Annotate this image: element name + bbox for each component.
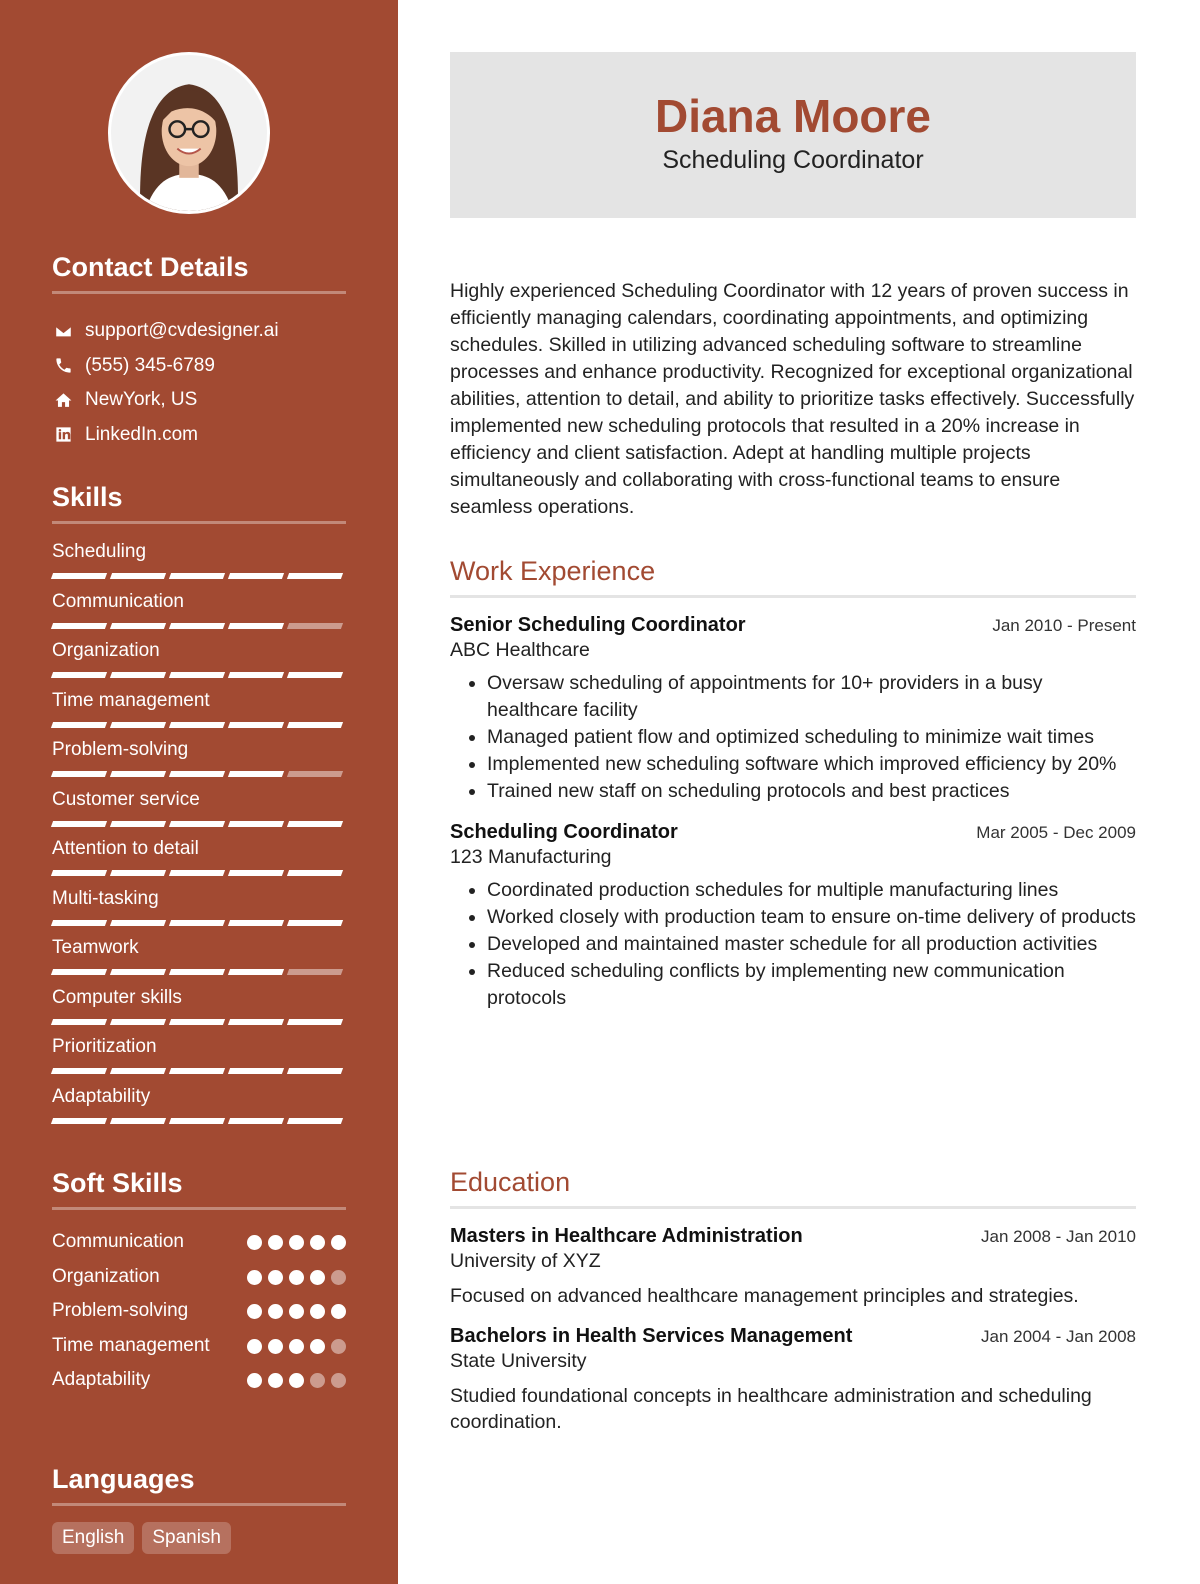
job-bullet: • Implemented new scheduling software which improved efficiency by 20% [487,751,1136,778]
skill-list [52,540,346,1134]
rating-dot [310,1235,325,1250]
skill-level-segment [110,1118,166,1124]
candidate-title: Scheduling Coordinator [662,146,924,174]
job-bullets [450,877,1136,1012]
skill-level-segment [51,969,107,975]
soft-skill-name: Adaptability [52,1369,151,1390]
skill-level-segment [169,1019,225,1025]
skill-level-segment [287,1118,343,1124]
skill-level-segment [110,969,166,975]
skill-item [52,936,346,986]
language-pill-english: English [52,1522,134,1554]
sidebar [0,0,398,1584]
name-header [450,52,1136,218]
skill-item [52,689,346,739]
skill-level-segment [228,920,284,926]
skill-level-segment [228,771,284,777]
skill-level-segment [110,771,166,777]
skill-level-segment [169,1118,225,1124]
skill-level-segment [51,920,107,926]
skill-level-segment [287,573,343,579]
rating-dot [268,1373,283,1388]
skill-name: Multi-tasking [52,887,159,909]
skill-level-segment [287,870,343,876]
degree-title: Masters in Healthcare Administration [450,1225,803,1247]
skill-level-segment [287,771,343,777]
rating-dot [268,1304,283,1319]
skill-name: Computer skills [52,986,182,1008]
skill-name: Organization [52,640,160,661]
skill-level-segment [228,1068,284,1074]
skill-name: Time management [52,689,210,711]
skill-level-segment [228,821,284,827]
degree-title: Bachelors in Health Services Management [450,1325,853,1347]
degree-dates: Jan 2008 - Jan 2010 [980,1227,1136,1246]
skill-level-bar [52,771,342,777]
skill-level-bar [52,1118,342,1124]
skill-level-segment [110,623,166,629]
soft-skill-item [52,1297,346,1332]
skill-level-segment [110,1068,166,1074]
skill-name: Prioritization [52,1036,157,1057]
avatar-illustration [111,55,267,211]
rating-dot [268,1235,283,1250]
rating-dot [268,1270,283,1285]
work-experience-heading: Work Experience [450,556,1136,598]
summary-section [450,278,1136,521]
rating-dot [289,1235,304,1250]
soft-skill-item [52,1228,346,1263]
school-name: University of XYZ [450,1250,601,1272]
job-bullet: • Trained new staff on scheduling protocols and best practices [487,778,1136,805]
job-title: Senior Scheduling Coordinator [450,614,746,636]
skill-level-segment [51,870,107,876]
skill-level-segment [51,722,107,728]
skill-level-segment [51,821,107,827]
skill-level-segment [169,722,225,728]
contact-heading: Contact Details [52,252,346,294]
skill-item [52,837,346,887]
job-bullet: • Reduced scheduling conflicts by implementing new communication protocols [487,958,1136,1012]
skill-item [52,1085,346,1135]
degree-description: Focused on advanced healthcare management principles and strategies. [450,1285,1079,1307]
contact-linkedin-value: LinkedIn.com [85,423,199,445]
skill-level-segment [169,1068,225,1074]
skill-level-bar [52,573,342,579]
rating-dot [289,1373,304,1388]
contact-email[interactable] [52,314,346,349]
skill-level-bar [52,969,342,975]
job-bullet: • Developed and maintained master schedule for all production activities [487,931,1136,958]
contact-phone-value: (555) 345-6789 [85,354,215,376]
rating-dot [310,1373,325,1388]
skill-level-segment [287,821,343,827]
skill-level-segment [287,969,343,975]
soft-skill-item [52,1332,346,1367]
phone-icon [52,355,74,377]
rating-dot [310,1304,325,1319]
contact-linkedin[interactable] [52,418,346,453]
contact-location-value: NewYork, US [85,389,198,411]
skill-level-segment [51,573,107,579]
skill-name: Communication [52,590,184,612]
skill-level-segment [51,1068,107,1074]
skill-level-segment [228,573,284,579]
soft-skill-rating [247,1228,346,1250]
rating-dot [247,1304,262,1319]
rating-dot [310,1270,325,1285]
skill-level-segment [287,1068,343,1074]
skills-heading: Skills [52,482,346,524]
contact-section [52,252,346,452]
soft-skill-name: Problem-solving [52,1300,189,1321]
rating-dot [331,1373,346,1388]
job-company: ABC Healthcare [450,639,590,661]
degree-description: Studied foundational concepts in healthcare administration and scheduling coordination. [450,1385,1092,1433]
skill-level-segment [51,771,107,777]
skill-level-segment [287,722,343,728]
skill-level-bar [52,870,342,876]
skill-level-segment [169,623,225,629]
skill-level-segment [228,623,284,629]
skill-level-segment [51,1118,107,1124]
profile-photo [108,52,270,214]
education-entry [450,1225,1136,1309]
soft-skill-list [52,1228,346,1401]
work-experience-section [450,556,1136,1012]
skill-level-segment [169,969,225,975]
skill-item [52,887,346,937]
soft-skill-rating [247,1263,346,1285]
skill-level-segment [169,771,225,777]
job-bullet: • Worked closely with production team to ensure on-time delivery of products [487,904,1136,931]
skill-level-segment [287,672,343,678]
job-bullet: • Oversaw scheduling of appointments for 10+ providers in a busy healthcare facility [487,670,1136,724]
rating-dot [310,1339,325,1354]
skill-level-segment [228,969,284,975]
skill-name: Scheduling [52,541,147,562]
language-pill-spanish: Spanish [142,1522,231,1554]
soft-skills-heading: Soft Skills [52,1168,346,1210]
contact-phone[interactable] [52,349,346,384]
envelope-icon [52,320,74,342]
job-company: 123 Manufacturing [450,846,612,868]
skill-level-segment [228,672,284,678]
soft-skill-rating [247,1332,346,1354]
skill-level-bar [52,623,342,629]
skill-level-segment [110,1019,166,1025]
education-entry [450,1325,1136,1435]
skill-level-bar [52,821,342,827]
languages-section [52,1464,346,1554]
skill-item [52,986,346,1036]
skill-item [52,1035,346,1085]
skill-level-segment [110,821,166,827]
skill-level-segment [169,573,225,579]
degree-dates: Jan 2004 - Jan 2008 [980,1327,1136,1346]
skill-level-segment [228,1118,284,1124]
skill-item [52,639,346,689]
contact-email-value: support@cvdesigner.ai [85,320,279,342]
soft-skill-item [52,1366,346,1401]
skill-level-segment [169,821,225,827]
soft-skill-name: Time management [52,1334,210,1356]
skill-name: Teamwork [52,937,139,958]
skill-level-segment [51,1019,107,1025]
job-bullet: • Managed patient flow and optimized scheduling to minimize wait times [487,724,1136,751]
soft-skill-item [52,1263,346,1298]
skill-level-segment [51,623,107,629]
skill-level-segment [169,672,225,678]
skill-level-segment [228,870,284,876]
rating-dot [331,1270,346,1285]
rating-dot [247,1339,262,1354]
linkedin-icon [52,424,74,446]
soft-skill-rating [247,1366,346,1388]
skill-level-segment [228,1019,284,1025]
soft-skills-section [52,1168,346,1401]
education-section [450,1167,1136,1435]
skill-level-segment [169,870,225,876]
skill-level-segment [110,722,166,728]
rating-dot [289,1270,304,1285]
skill-level-bar [52,672,342,678]
languages-heading: Languages [52,1464,346,1506]
rating-dot [331,1339,346,1354]
skill-level-segment [51,672,107,678]
skill-level-segment [169,920,225,926]
skill-level-segment [287,920,343,926]
job-dates: Mar 2005 - Dec 2009 [976,823,1136,842]
rating-dot [247,1235,262,1250]
rating-dot [331,1304,346,1319]
education-heading: Education [450,1167,1136,1209]
skill-level-segment [110,573,166,579]
job-entry [450,614,1136,805]
skill-name: Problem-solving [52,739,189,760]
rating-dot [247,1270,262,1285]
skill-level-bar [52,920,342,926]
skill-level-segment [287,1019,343,1025]
skill-item [52,590,346,640]
skill-level-segment [110,870,166,876]
skill-name: Customer service [52,788,200,810]
skill-item [52,540,346,590]
skill-name: Adaptability [52,1085,151,1107]
school-name: State University [450,1350,587,1372]
rating-dot [289,1304,304,1319]
job-title: Scheduling Coordinator [450,821,678,843]
job-bullets [450,670,1136,805]
soft-skill-name: Communication [52,1231,184,1252]
job-dates: Jan 2010 - Present [992,616,1136,635]
soft-skill-rating [247,1297,346,1319]
job-entry [450,821,1136,1012]
contact-location [52,383,346,418]
rating-dot [247,1373,262,1388]
skill-level-segment [110,920,166,926]
rating-dot [289,1339,304,1354]
home-icon [52,389,74,411]
skill-level-bar [52,722,342,728]
skill-item [52,738,346,788]
skills-section [52,482,346,1134]
skill-level-segment [287,623,343,629]
skill-level-segment [110,672,166,678]
skill-item [52,788,346,838]
candidate-name: Diana Moore [654,90,932,142]
job-bullet: • Coordinated production schedules for multiple manufacturing lines [487,877,1136,904]
skill-level-segment [228,722,284,728]
soft-skill-name: Organization [52,1265,160,1287]
skill-name: Attention to detail [52,838,199,859]
skill-level-bar [52,1068,342,1074]
skill-level-bar [52,1019,342,1025]
summary-text: Highly experienced Scheduling Coordinator with 12 years of proven success in efficiently managing calendars, coordinating appointments, and optimizing schedules. Skilled in utilizing advanced scheduling software to streamline processes and enhance productivity. Recognized for exceptional organizational abilities, attention to detail, and ability to prioritize tasks effectively. Successfully implemented new scheduling protocols that resulted in a 20% increase in efficiency and client satisfaction. Adept at handling multiple projects simultaneously and collaborating with cross-functional teams to ensure seamless operations. [450,280,1135,518]
rating-dot [331,1235,346,1250]
rating-dot [268,1339,283,1354]
